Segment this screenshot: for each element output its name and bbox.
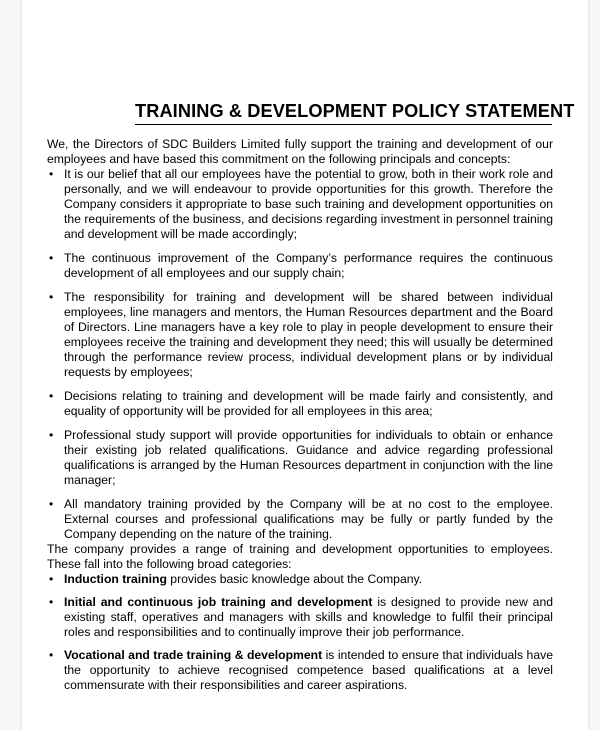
- category-text: is intended to ensure that individuals have the opportunity to achieve recognised competence based qualifications at a level commensurate with their responsibilities and career aspirations.: [64, 648, 553, 692]
- principle-item: • Decisions relating to training and development will be made fairly and consistently, and equality of opportunity will be provided for all employees in this area;: [47, 389, 553, 419]
- document-body: [47, 137, 553, 693]
- document-page: [22, 0, 588, 730]
- categories-list: [47, 572, 553, 693]
- page-title: TRAINING & DEVELOPMENT POLICY STATEMENT: [135, 101, 552, 125]
- category-text: provides basic knowledge about the Company.: [166, 572, 423, 586]
- principles-list: [47, 167, 553, 542]
- principle-item: • The continuous improvement of the Company’s performance requires the continuous development of all employees and our supply chain;: [47, 251, 553, 281]
- category-item: [47, 595, 553, 640]
- category-term: Induction training: [64, 572, 167, 586]
- principle-item: • Professional study support will provide opportunities for individuals to obtain or enhance their existing job related qualifications. Guidance and advice regarding professional qualifications is arranged by the Human Resources department in conjunction with the line manager;: [47, 428, 553, 488]
- category-term: Initial and continuous job training and development: [64, 595, 373, 609]
- categories-intro: The company provides a range of training and development opportunities to employees. These fall into the following broad categories:: [47, 542, 553, 571]
- category-text: is designed to provide new and existing staff, operatives and managers with skills and knowledge to fulfil their principal roles and responsibilities and to continually improve their job performance.: [64, 595, 554, 639]
- category-item: [47, 572, 553, 587]
- category-item: [47, 648, 553, 693]
- intro-paragraph: We, the Directors of SDC Builders Limited fully support the training and development of our employees and have based this commitment on the following principals and concepts:: [47, 137, 553, 166]
- principle-item: • The responsibility for training and development will be shared between individual employees, line managers and mentors, the Human Resources department and the Board of Directors. Line managers have a key role to play in people development to ensure their employees receive the training and development they need; this will usually be determined through the performance review process, individual development plans or by individual requests by employees;: [47, 290, 553, 380]
- principle-item: • All mandatory training provided by the Company will be at no cost to the employee. External courses and professional qualifications may be fully or partly funded by the Company depending on the nature of the training.: [47, 497, 553, 542]
- principle-item: • It is our belief that all our employees have the potential to grow, both in their work role and personally, and we will endeavour to provide opportunities for this growth. Therefore the Company considers it appropriate to base such training and development opportunities on the requirements of the business, and decisions regarding investment in personnel training and development will be made accordingly;: [47, 167, 553, 242]
- category-term: Vocational and trade training & development: [64, 648, 323, 662]
